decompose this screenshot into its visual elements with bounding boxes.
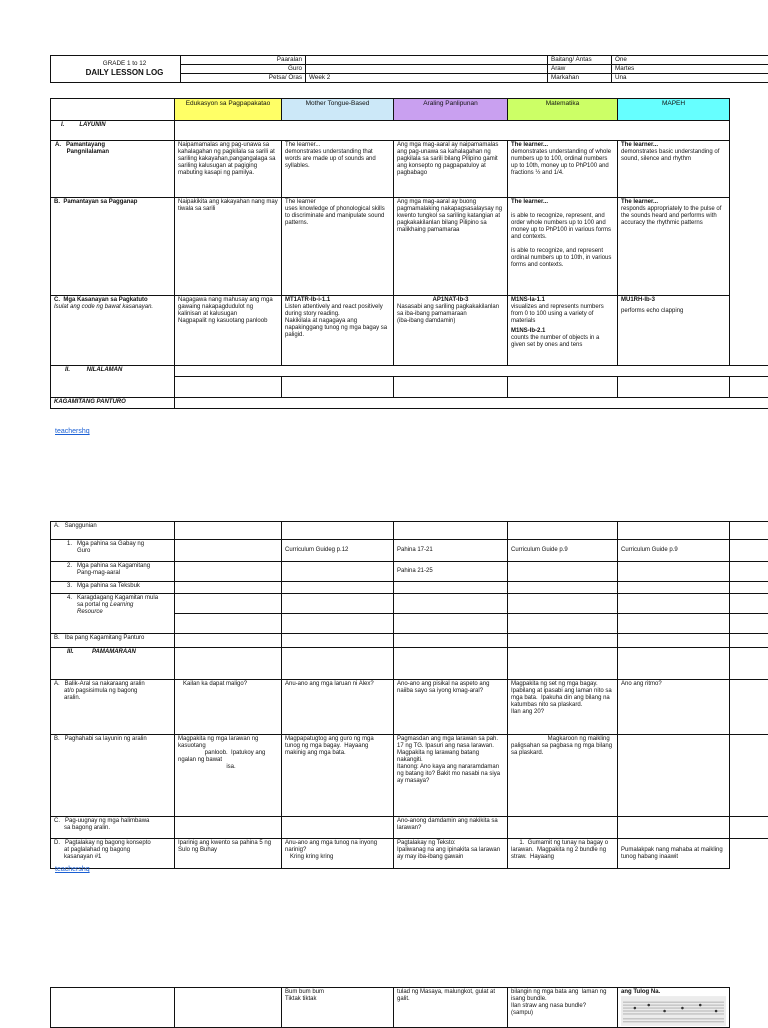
proc-b-mtb: Magpapatugtog ang guro ng mga tunog ng mga bagay. Hayaang makinig ang mga bata.: [282, 735, 394, 817]
cell-c-ap: [394, 296, 508, 366]
lesson-table-references: [50, 521, 768, 869]
layunin-blank: [175, 121, 730, 141]
proc-a-ap: Ano-ano ang pisikal na aspeto ang naiiba sayo sa iyong kmag-aral?: [394, 680, 508, 735]
ref-teksbuk-overflow: [730, 582, 768, 594]
header-value-markahan: Una: [612, 74, 768, 83]
cont-mapeh-song: ang Tulog Na.: [621, 989, 726, 996]
nilalaman-esp: [175, 377, 282, 398]
cell-b-mapeh-body: responds appropriately to the pulse of the sounds heard and performs with accuracy the rhythmic patterns: [621, 206, 726, 227]
sanggunian-ap: [394, 522, 508, 540]
nilalaman-overflow: [730, 377, 768, 398]
ref-label-teksbuk: 3. Mga pahina sa Teksbuk: [51, 582, 175, 594]
proc-d-mtb: Anu-ano ang mga tunog na inyong narinig? Kring kring kring: [282, 839, 394, 869]
cell-c-math-code2: M1NS-Ib-2.1: [511, 328, 614, 335]
proc-d-math: 1. Gumamit ng tunay na bagay o larawan. Magpakita ng 2 bundle ng straw. Hayaang: [508, 839, 618, 869]
grade-label: GRADE 1 to 12: [54, 60, 177, 67]
cont-label: [51, 988, 175, 1028]
cell-a-esp: Naipamamalas ang pag-unawa sa kahalagahan ng pagkilala sa sarili at sariling kakayahan,pangangalaga sa sariling kalusugan at pagiging mabuting kasapi ng pamilya.: [175, 141, 282, 198]
ref-iba-math: [508, 634, 618, 648]
ref-iba-esp: [175, 634, 282, 648]
header-table: [50, 55, 768, 83]
header-label-markahan: Markahan: [548, 74, 612, 83]
ref-portal2-ap: [394, 614, 508, 634]
sanggunian-math: [508, 522, 618, 540]
cell-c-math-body: visualizes and represents numbers from 0 to 100 using a variety of materials: [511, 304, 614, 325]
ref-label-gabay: 1. Mga pahina sa Gabay ng Guro: [51, 540, 175, 562]
ref-teksbuk-esp: [175, 582, 282, 594]
header-label-baitang: Baitang/ Antas: [548, 56, 612, 65]
cell-a-mapeh-body: demonstrates basic understanding of sound, silence and rhythm: [621, 149, 726, 163]
watermark-link-2[interactable]: teachershq: [55, 866, 90, 873]
proc-a-overflow: [730, 680, 768, 735]
nilalaman-top-blank: [175, 366, 768, 377]
subject-header-math: Matematika: [508, 99, 618, 121]
cont-math: bilangin ng mga bata ang laman ng isang bundle. Ilan straw ang nasa bundle? (sampu): [508, 988, 618, 1028]
row-label-pamantayang-pangnilalaman: A. Pamantayang Pangnilalaman: [51, 141, 175, 198]
cell-c-ap-body: Nasasabi ang sariling pagkakakilanlan sa iba-ibang pamamaraan (iba-ibang damdamin): [397, 304, 504, 325]
sanggunian-overflow: [730, 522, 768, 540]
proc-b-esp: Magpakita ng mga larawan ng kasuotang panloob. Ipatukoy ang ngalan ng bawat isa.: [175, 735, 282, 817]
ref-portal-mapeh: [618, 594, 730, 614]
header-value-araw: Martes: [612, 65, 768, 74]
ref-kma-mapeh: [618, 562, 730, 582]
cell-b-mapeh-head: The learner...: [621, 199, 726, 206]
cell-b-esp: Naipakikita ang kakayahan nang may tiwala sa sarili: [175, 198, 282, 296]
kagamitan-blank: [175, 398, 768, 409]
cell-c-esp: Nagagawa nang mahusay ang mga gawaing nakapagdudulot ng kalinisan at kalusugan Nagpapalit ng kasuotang panloob: [175, 296, 282, 366]
ref-teksbuk-math: [508, 582, 618, 594]
document-title: DAILY LESSON LOG: [54, 68, 177, 78]
ref-portal2-esp: [175, 614, 282, 634]
pam-head-math: [508, 648, 618, 680]
ref-portal-overflow: [730, 594, 768, 614]
cell-c-mapeh-body: performs echo clapping: [621, 308, 726, 315]
header-title-cell: [51, 56, 181, 83]
ref-portal-math: [508, 594, 618, 614]
proc-c-mtb: [282, 817, 394, 839]
cell-c-mtb-body: Listen attentively and react positively during story reading. Nakikilala at nagagaya ang napakinggang tunog ng mga bagay sa paligid.: [285, 304, 390, 339]
sanggunian-mtb: [282, 522, 394, 540]
row-label-pamantayan-pagganap: B. Pamantayan sa Pagganap: [51, 198, 175, 296]
cell-b-ap: Ang mga mag-aaral ay buong pagmamalaking nakapagsasalaysay ng kwento tungkol sa sariling katangian at pagkakakilanlan bilang Pilipino sa malikhaing pamamaraa: [394, 198, 508, 296]
nilalaman-mtb: [282, 377, 394, 398]
ref-portal-ap: [394, 594, 508, 614]
ref-label-kagamitang-mag-aaral: 2. Mga pahina sa Kagamitang Pang-mag-aaral: [51, 562, 175, 582]
proc-c-ap: Ano-anong damdamin ang nakikita sa larawan?: [394, 817, 508, 839]
ref-portal2-overflow: [730, 614, 768, 634]
cell-c-mapeh-code: MU1RH-Ib-3: [621, 297, 726, 304]
row-label-kasanayan: [51, 296, 175, 366]
cell-b-mapeh: [618, 198, 730, 296]
ref-label-portal: [51, 594, 175, 634]
kasanayan-title: C. Mga Kasanayan sa Pagkatuto: [54, 297, 171, 304]
proc-d-esp: Iparinig ang kwento sa pahina 5 ng Sulo ng Buhay: [175, 839, 282, 869]
ref-portal-mtb: [282, 594, 394, 614]
ref-portal-esp: [175, 594, 282, 614]
header-label-araw: Araw: [548, 65, 612, 74]
ref-teksbuk-mtb: [282, 582, 394, 594]
cell-c-mtb: [282, 296, 394, 366]
proc-d-overflow: [730, 839, 768, 869]
row-b-overflow: [730, 198, 768, 296]
ref-iba-ap: [394, 634, 508, 648]
section-pamamaraan: III. PAMAMARAAN: [51, 648, 175, 680]
cont-overflow: [730, 988, 768, 1028]
ref-kma-math: [508, 562, 618, 582]
cell-a-mtb: The learner... demonstrates understanding that words are made up of sounds and syllables.: [282, 141, 394, 198]
ref-gabay-esp: [175, 540, 282, 562]
lesson-table-continuation: [50, 987, 768, 1028]
header-label-petsa: Petsa/ Oras: [181, 74, 306, 83]
ref-teksbuk-ap: [394, 582, 508, 594]
kasanayan-note: Isulat ang code ng bawat kasanayan.: [54, 304, 171, 311]
sanggunian-heading: A. Sanggunian: [51, 522, 175, 540]
cell-c-ap-code: AP1NAT-Ib-3: [397, 297, 504, 304]
cell-c-math-code: M1NS-Ia-1.1: [511, 297, 614, 304]
ref-kma-overflow: [730, 562, 768, 582]
proc-label-balik-aral: A. Balik-Aral sa nakaraang aralin at/o pagsisimula ng bagong aralin.: [51, 680, 175, 735]
ref-gabay-mtb: Curriculum Guideg p.12: [282, 540, 394, 562]
subject-header-esp: Edukasyon sa Pagpapakatao: [175, 99, 282, 121]
cont-mtb: Bum bum bum Tiktak tiktak: [282, 988, 394, 1028]
cell-a-mapeh: [618, 141, 730, 198]
ref-kma-esp: [175, 562, 282, 582]
music-sheet-icon: [621, 996, 726, 1026]
subject-header-blank: [51, 99, 175, 121]
cell-c-mapeh: [618, 296, 730, 366]
cell-a-mapeh-head: The learner...: [621, 142, 726, 149]
layunin-overflow-blank: [730, 121, 768, 141]
subject-header-ap: Araling Panlipunan: [394, 99, 508, 121]
cell-c-mtb-code: MT1ATR-Ib-i-1.1: [285, 297, 390, 304]
header-label-guro: Guro: [181, 65, 306, 74]
proc-b-math: Magkaroon ng maikling paligsahan sa pagbasa ng mga bilang sa plaskard.: [508, 735, 618, 817]
row-c-overflow: [730, 296, 768, 366]
ref-iba-mtb: [282, 634, 394, 648]
proc-c-math: [508, 817, 618, 839]
cell-b-math-body: is able to recognize, represent, and order whole numbers up to 100 and money up to PhP100 in various forms and contexts. is able to recognize, and represent ordinal numbers up to 10th, in various forms and contexts.: [511, 206, 614, 269]
cell-c-math-body2: counts the number of objects in a given set by ones and tens: [511, 335, 614, 349]
nilalaman-mapeh: [618, 377, 730, 398]
cell-c-math: [508, 296, 618, 366]
proc-b-ap: Pagmasdan ang mga larawan sa pah. 17 ng TG. Ipasuri ang nasa larawan. Magpakita ng larawang batang nakangiti. Itanong: Ano kaya ang nararamdaman ng batang ito? Bakit mo nasabi na siya ay masaya?: [394, 735, 508, 817]
ref-portal-italic: Learning Resource: [67, 602, 133, 615]
proc-c-mapeh: [618, 817, 730, 839]
ref-gabay-ap: Pahina 17-21: [394, 540, 508, 562]
lesson-table-objectives: [50, 98, 768, 409]
subject-header-mapeh: MAPEH: [618, 99, 730, 121]
section-nilalaman: II. NILALAMAN: [51, 366, 175, 398]
cell-b-math-head: The learner...: [511, 199, 614, 206]
proc-c-esp: [175, 817, 282, 839]
cell-a-math: [508, 141, 618, 198]
pam-head-overflow: [730, 648, 768, 680]
cont-mapeh: [618, 988, 730, 1028]
section-kagamitan: KAGAMITANG PANTURO: [51, 398, 175, 409]
proc-b-overflow: [730, 735, 768, 817]
ref-iba-mapeh: [618, 634, 730, 648]
cont-esp: [175, 988, 282, 1028]
ref-portal-text: 4. Karagdagang Kagamitan mula sa portal ng: [67, 595, 158, 608]
cell-a-ap: Ang mga mag-aaral ay naipamamalas ang pag-unawa sa kahalagahan ng pagkilala sa sarili bilang Pilipino gamit ang konsepto ng pagpapatuloy at pagbabago: [394, 141, 508, 198]
ref-gabay-math: Curriculum Guide p.9: [508, 540, 618, 562]
watermark-link-1[interactable]: teachershq: [55, 428, 90, 435]
ref-iba-overflow: [730, 634, 768, 648]
cell-a-math-head: The learner...: [511, 142, 614, 149]
sanggunian-esp: [175, 522, 282, 540]
header-value-petsa: Week 2: [306, 74, 548, 83]
header-overflow-blank: [730, 99, 768, 121]
ref-kma-ap: Pahina 21-25: [394, 562, 508, 582]
nilalaman-ap: [394, 377, 508, 398]
proc-d-ap: Pagtalakay ng Teksto: Ipaliwanag na ang ipinakita sa larawan ay may iba-ibang gawain: [394, 839, 508, 869]
ref-teksbuk-mapeh: [618, 582, 730, 594]
proc-label-pag-uugnay: C. Pag-uugnay ng mga halimbawa sa bagong aralin.: [51, 817, 175, 839]
pam-head-mtb: [282, 648, 394, 680]
proc-b-mapeh: [618, 735, 730, 817]
sanggunian-mapeh: [618, 522, 730, 540]
proc-a-mapeh: Ano ang ritmo?: [618, 680, 730, 735]
cont-ap: tulad ng Masaya, malungkot, gulat at galit.: [394, 988, 508, 1028]
header-value-paaralan: [306, 56, 548, 65]
pam-head-ap: [394, 648, 508, 680]
proc-label-paghahabi: B. Paghahabi sa layunin ng aralin: [51, 735, 175, 817]
proc-a-esp: Kailan ka dapat maligo?: [175, 680, 282, 735]
cell-b-mtb: The learner uses knowledge of phonological skills to discriminate and manipulate sound patterns.: [282, 198, 394, 296]
proc-d-mapeh: Pumalakpak nang mahaba at maikling tunog habang inaawit: [618, 839, 730, 869]
ref-gabay-mapeh: Curriculum Guide p.9: [618, 540, 730, 562]
subject-header-mtb: Mother Tongue-Based: [282, 99, 394, 121]
ref-label-iba-pang: B. Iba pang Kagamitang Panturo: [51, 634, 175, 648]
ref-gabay-overflow: [730, 540, 768, 562]
proc-a-mtb: Anu-ano ang mga laruan ni Alex?: [282, 680, 394, 735]
ref-kma-mtb: [282, 562, 394, 582]
header-value-baitang: One: [612, 56, 768, 65]
ref-portal2-math: [508, 614, 618, 634]
header-label-paaralan: Paaralan: [181, 56, 306, 65]
pam-head-esp: [175, 648, 282, 680]
proc-label-pagtalakay: D. Pagtalakay ng bagong konsepto at paglalahad ng bagong kasanayan #1: [51, 839, 175, 869]
proc-a-math: Magpakita ng set ng mga bagay. Ipabilang at ipasabi ang laman nito sa mga bata. Ipakuha din ang bilang na katumbas nito sa plaskard. Ilan ang 20?: [508, 680, 618, 735]
cell-b-math: [508, 198, 618, 296]
header-value-guro: [306, 65, 548, 74]
pam-head-mapeh: [618, 648, 730, 680]
section-layunin: I. LAYUNIN: [51, 121, 175, 141]
row-a-overflow: [730, 141, 768, 198]
nilalaman-math: [508, 377, 618, 398]
ref-portal2-mtb: [282, 614, 394, 634]
proc-c-overflow: [730, 817, 768, 839]
ref-portal2-mapeh: [618, 614, 730, 634]
cell-a-math-body: demonstrates understanding of whole numbers up to 100, ordinal numbers up to 10th, money up to PhP100 and fractions ½ and 1/4.: [511, 149, 614, 177]
